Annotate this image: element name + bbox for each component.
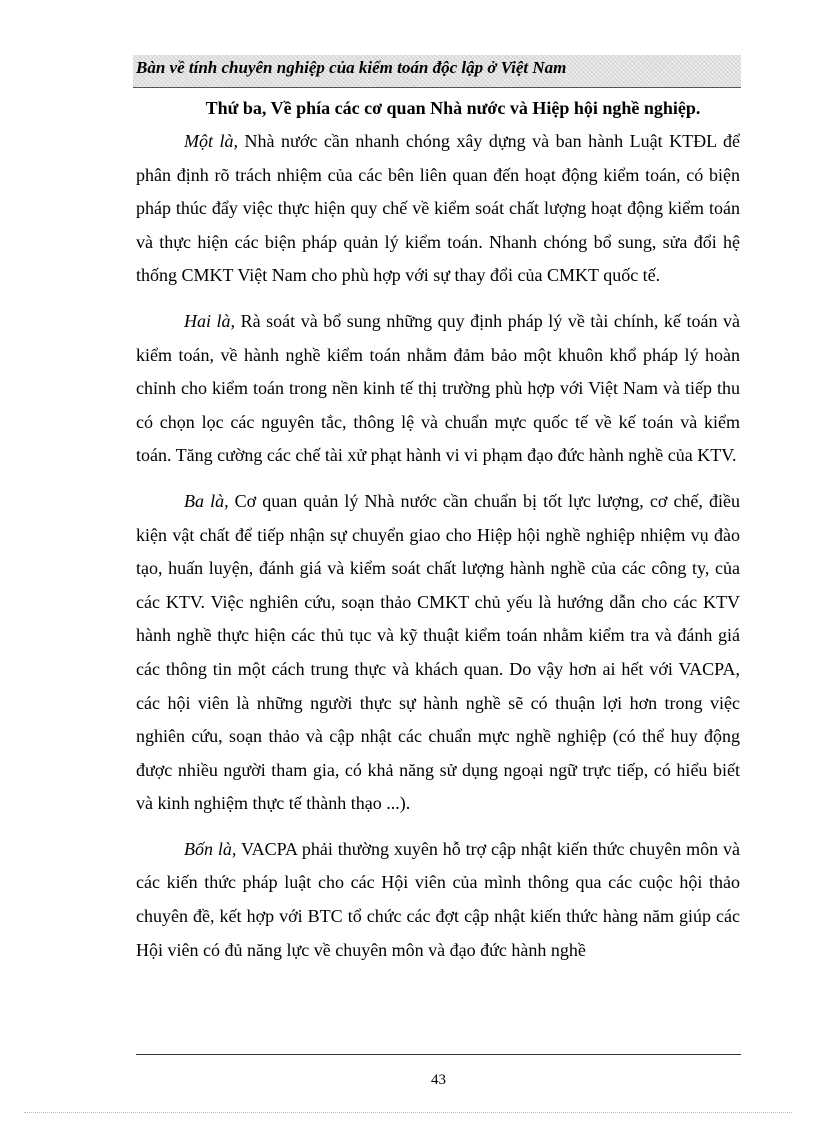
paragraph-lead: Ba là, [184,490,229,511]
section-heading: Thứ ba, Về phía các cơ quan Nhà nước và Hiệp hội nghề nghiệp. [205,98,701,118]
footer-divider [136,1054,741,1055]
paragraph-hai-la [136,305,740,473]
paragraph-text: Nhà nước cần nhanh chóng xây dựng và ban hành Luật KTĐL để phân định rõ trách nhiệm của các bên liên quan đến hoạt động kiểm toán, có biện pháp thúc đẩy việc thực hiện quy chế về kiểm soát chất lượng hoạt động kiểm toán và thực hiện các biện pháp quản lý kiểm toán. Nhanh chóng bổ sung, sửa đổi hệ thống CMKT Việt Nam cho phù hợp với sự thay đổi của CMKT quốc tế. [136,131,741,286]
paragraph-text: Cơ quan quản lý Nhà nước cần chuẩn bị tốt lực lượng, cơ chế, điều kiện vật chất để tiếp nhận sự chuyển giao cho Hiệp hội nghề nghiệp nhiệm vụ đào tạo, huấn luyện, đánh giá và kiểm soát chất lượng hành nghề của các công ty, của các KTV. Việc nghiên cứu, soạn thảo CMKT chủ yếu là hướng dẫn cho các KTV hành nghề thực hiện các thủ tục và kỹ thuật kiểm toán nhằm kiểm tra và đánh giá các thông tin một cách trung thực và khách quan. Do vậy hơn ai hết với VACPA, các hội viên là những người thực sự hành nghề sẽ có thuận lợi hơn trong việc nghiên cứu, soạn thảo và cập nhật các chuẩn mực nghề nghiệp (có thể huy động được nhiều người tham gia, có khả năng sử dụng ngoại ngữ trực tiếp, có hiểu biết và kinh nghiệm thực tế thành thạo ...). [136,490,740,814]
paragraph-mot-la [136,125,740,293]
page-body [136,91,740,979]
page-edge-divider [24,1112,792,1113]
paragraph-lead: Một là, [184,131,239,151]
paragraph-lead: Bốn là, [184,838,237,859]
paragraph-text: Rà soát và bổ sung những quy định pháp lý về tài chính, kế toán và kiểm toán, về hành nghề kiểm toán nhằm đảm bảo một khuôn khổ pháp lý hoàn chỉnh cho kiểm toán trong nền kinh tế thị trường phù hợp với Việt Nam và tiếp thu có chọn lọc các nguyên tắc, thông lệ và chuẩn mực quốc tế về kế toán và kiểm toán. Tăng cường các chế tài xử phạt hành vi vi phạm đạo đức hành nghề của KTV. [136,310,740,466]
paragraph-text: VACPA phải thường xuyên hỗ trợ cập nhật kiến thức chuyên môn và các kiến thức pháp luật cho các Hội viên của mình thông qua các cuộc hội thảo chuyên đề, kết hợp với BTC tổ chức các đợt cập nhật kiến thức hàng năm giúp các Hội viên có đủ năng lực về chuyên môn và đạo đức hành nghề [136,838,741,960]
page-number: 43 [431,1072,446,1088]
paragraph-lead: Hai là, [184,310,236,331]
paragraph-bon-la [136,833,740,967]
running-header-title: Bàn về tính chuyên nghiệp của kiểm toán độc lập ở Việt Nam [136,58,567,77]
paragraph-ba-la [136,485,740,821]
